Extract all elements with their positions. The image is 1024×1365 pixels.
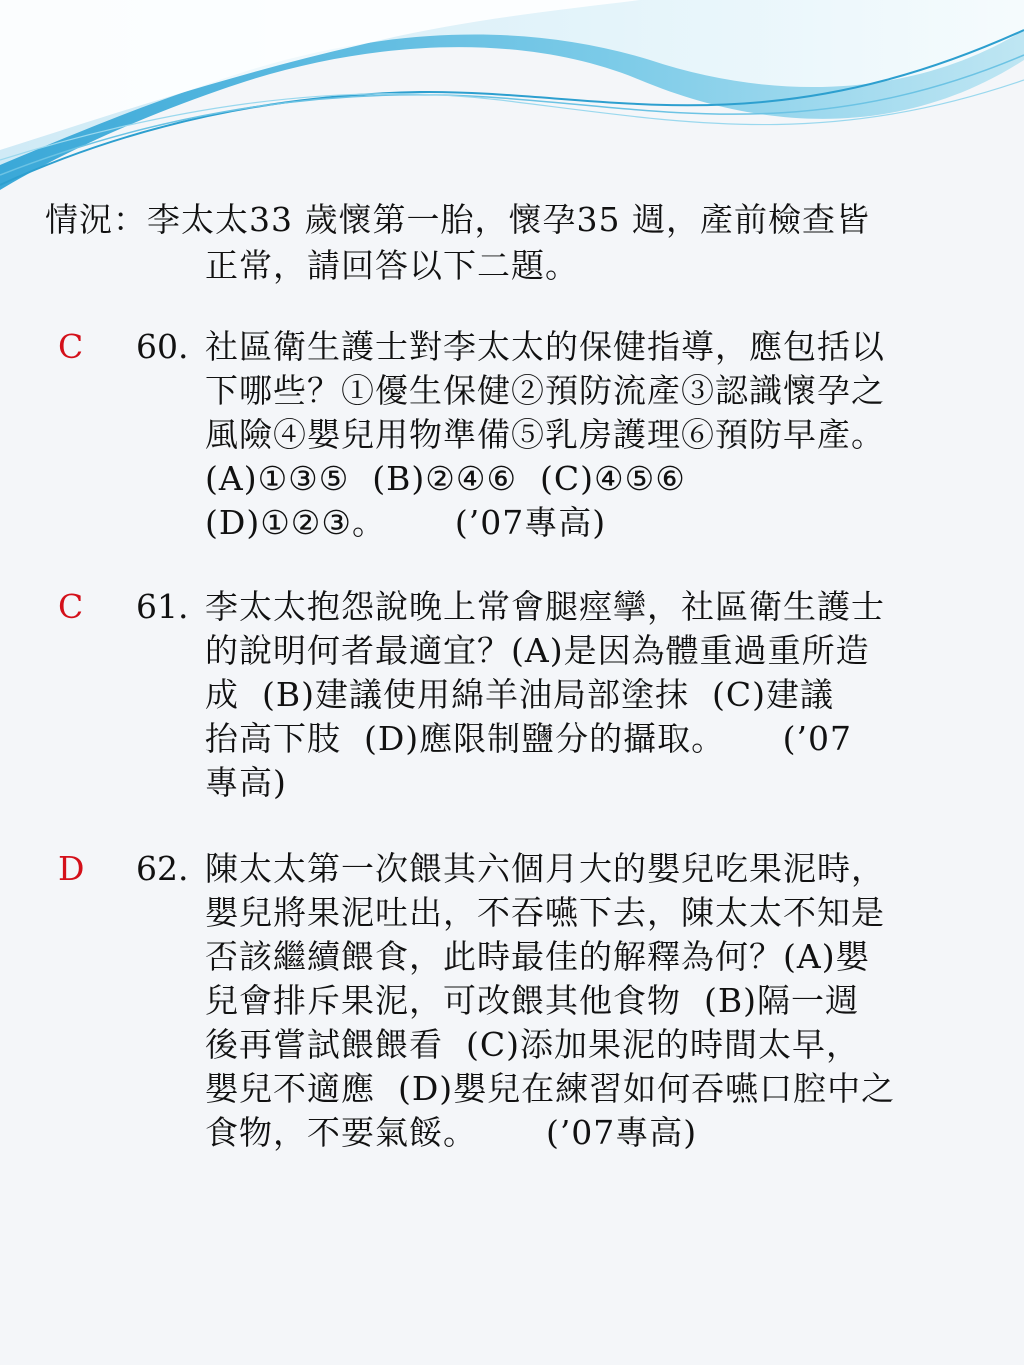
question-line: (A)①③⑤ (B)②④⑥ (C)④⑤⑥: [205, 459, 686, 498]
question-line: 李太太抱怨說晚上常會腿痙攣，社區衛生護士: [205, 587, 885, 626]
question-line: 下哪些？①優生保健②預防流產③認識懷孕之: [205, 371, 885, 410]
question-line: 食物，不要氣餒。 (’07專高): [205, 1113, 698, 1152]
answer-label: C: [58, 587, 84, 626]
question-line: 抬高下肢 (D)應限制鹽分的攝取。 (’07: [205, 719, 852, 758]
question-line: (D)①②③。 (’07專高): [205, 503, 607, 542]
question-line: 兒會排斥果泥，可改餵其他食物 (B)隔一週: [205, 981, 859, 1020]
question-line: 的說明何者最適宜？(A)是因為體重過重所造: [205, 631, 870, 670]
situation-line-2: 正常，請回答以下二題。: [205, 246, 579, 285]
question-line: 風險④嬰兒用物準備⑤乳房護理⑥預防早產。: [205, 415, 885, 454]
question-line: 嬰兒將果泥吐出，不吞嚥下去，陳太太不知是: [205, 893, 885, 932]
question-line: 否該繼續餵食，此時最佳的解釋為何？(A)嬰: [205, 937, 870, 976]
question-line: 後再嘗試餵餵看 (C)添加果泥的時間太早，: [205, 1025, 860, 1064]
answer-label: D: [58, 849, 85, 888]
question-line: 陳太太第一次餵其六個月大的嬰兒吃果泥時，: [205, 849, 885, 888]
question-text: [205, 325, 995, 545]
question-number: 61.: [136, 587, 189, 626]
situation-line-1: 情況：李太太33 歲懷第一胎，懷孕35 週，產前檢查皆: [45, 200, 870, 239]
question-text: [205, 585, 995, 805]
question-number: 62.: [136, 849, 189, 888]
question-line: 社區衛生護士對李太太的保健指導，應包括以: [205, 327, 885, 366]
answer-label: C: [58, 327, 84, 366]
question-line: 成 (B)建議使用綿羊油局部塗抹 (C)建議: [205, 675, 834, 714]
question-number: 60.: [136, 327, 189, 366]
question-line: 專高): [205, 763, 287, 802]
question-line: 嬰兒不適應 (D)嬰兒在練習如何吞嚥口腔中之: [205, 1069, 896, 1108]
question-text: [205, 847, 995, 1155]
